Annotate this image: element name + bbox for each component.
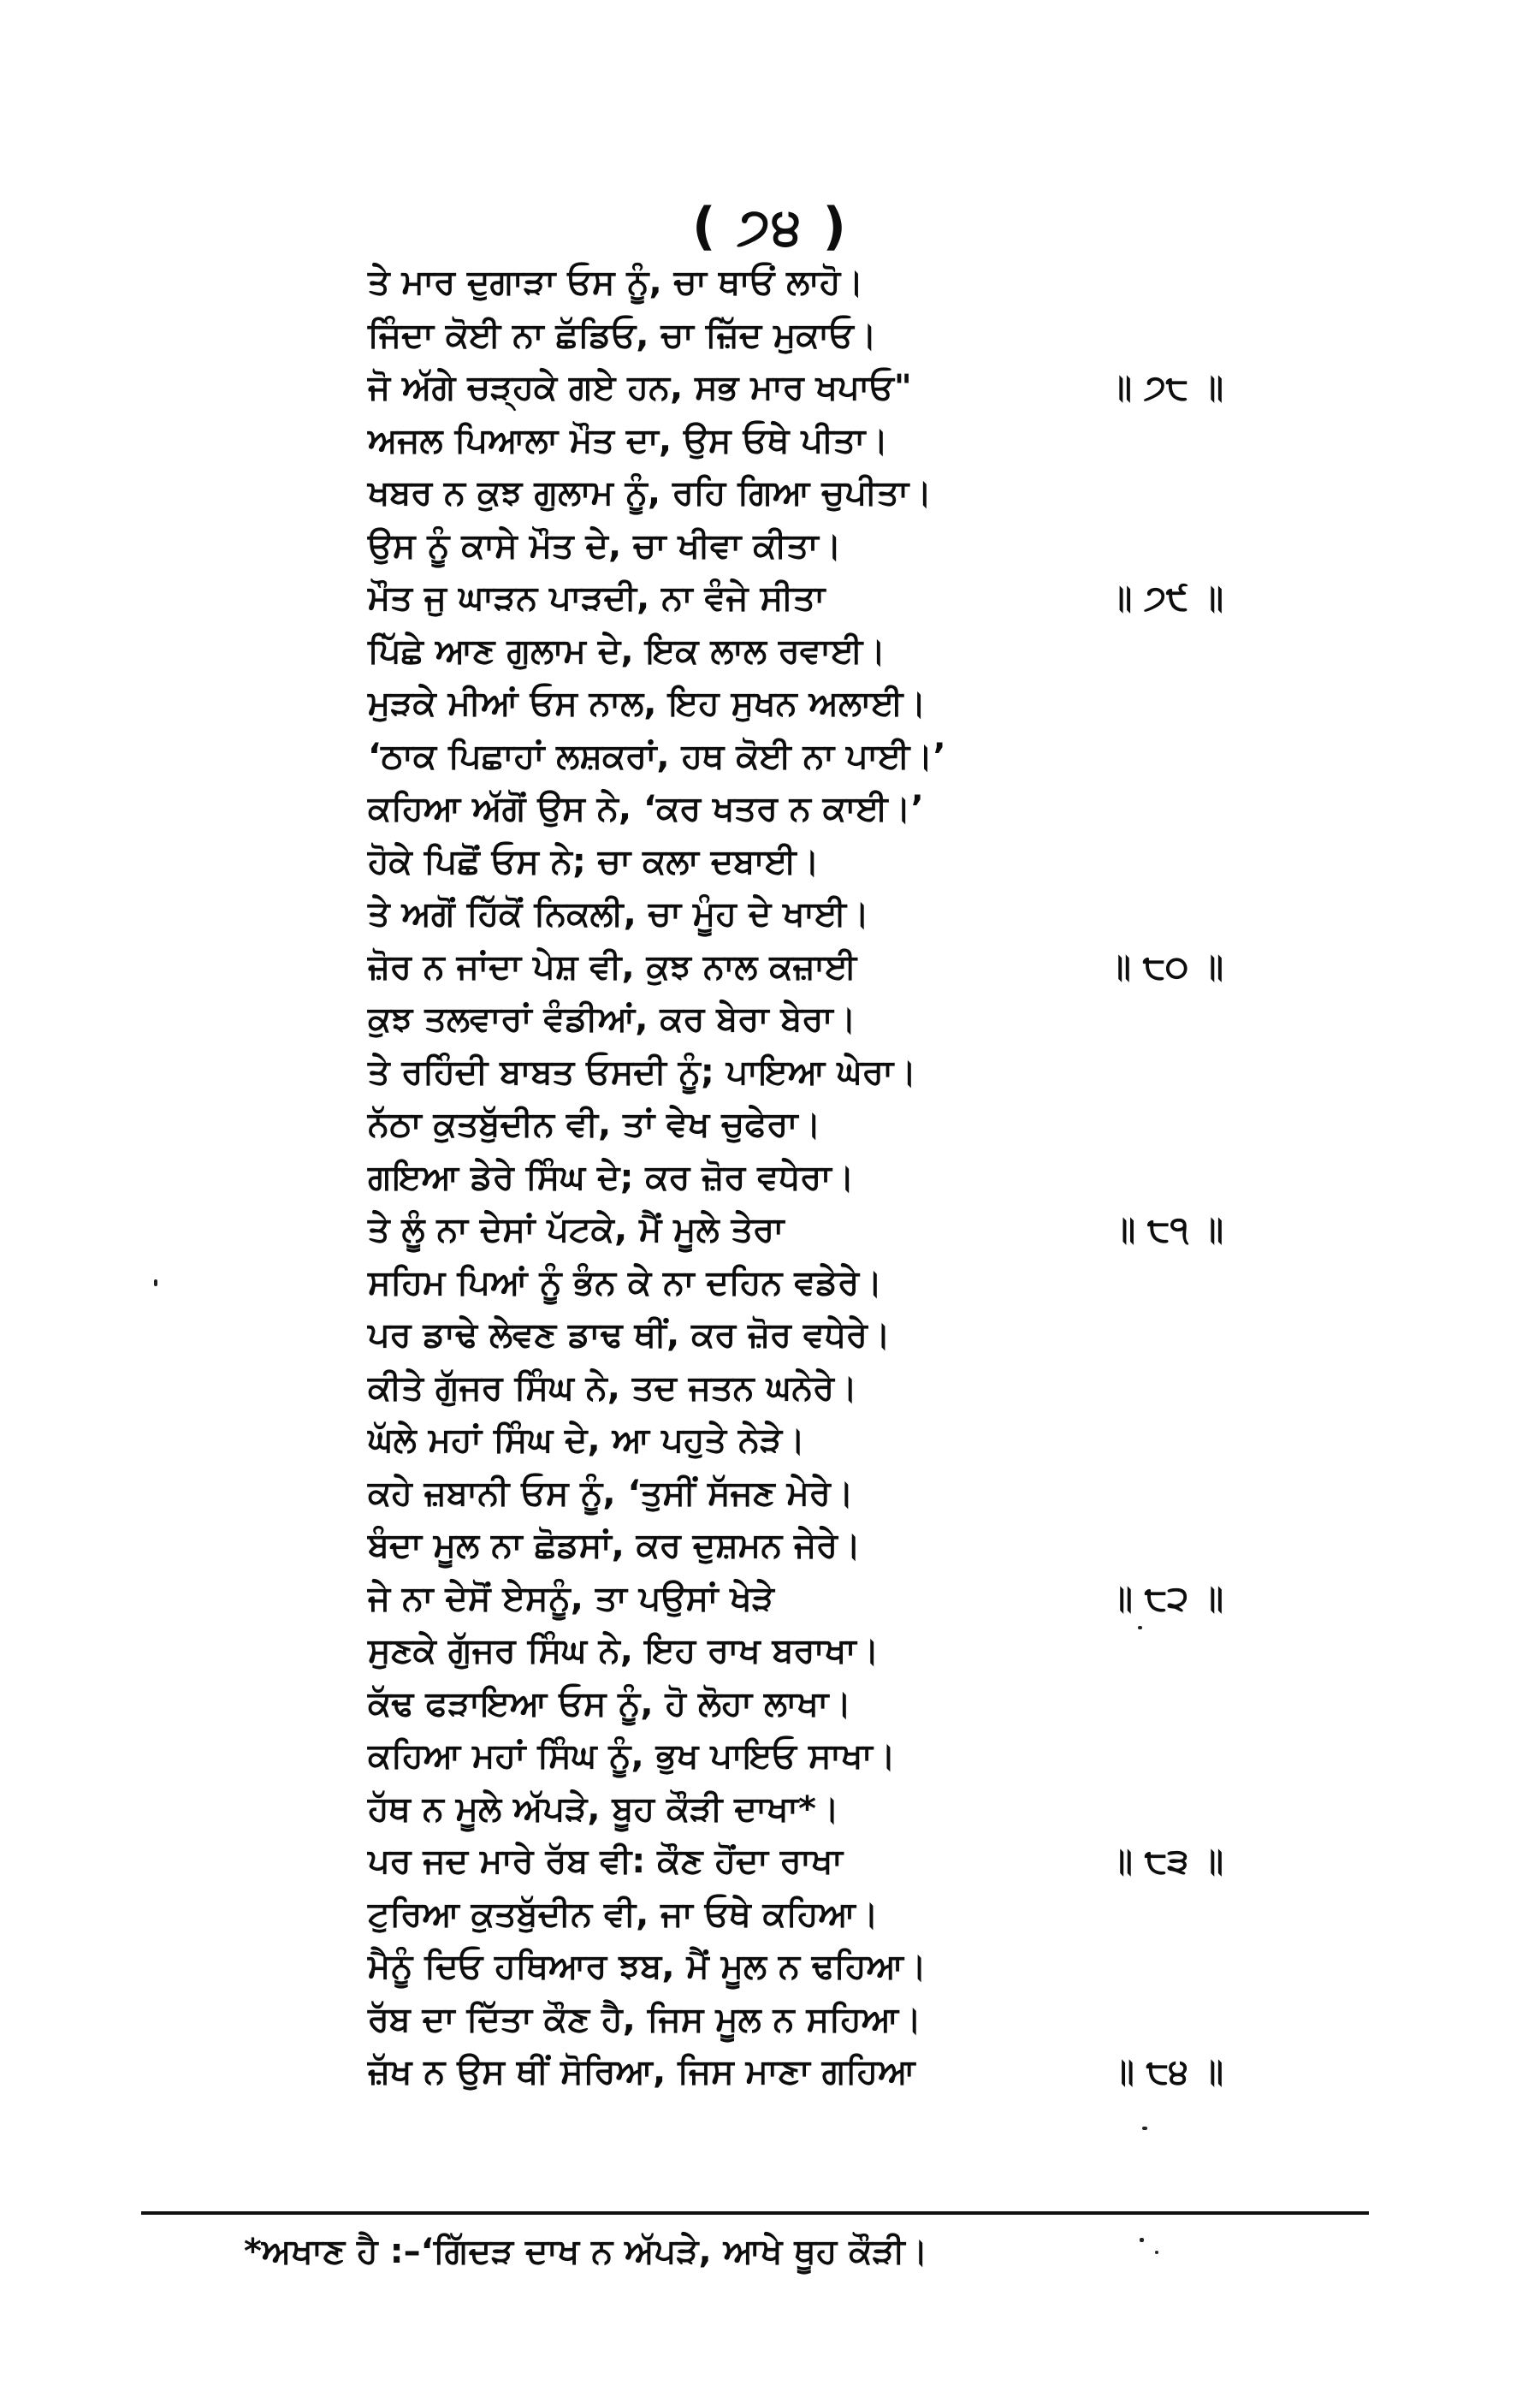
- verse-text: ਤੇ ਮਾਰ ਦੁਗਾੜਾ ਓਸ ਨੂੰ, ਚਾ ਥਾਓਂ ਲਾਹੋ।: [368, 263, 864, 302]
- verse-text: ਪਰ ਜਦ ਮਾਰੇ ਰੱਬ ਵੀ: ਕੌਣ ਹੋਂਦਾ ਰਾਖਾ: [368, 1842, 843, 1881]
- verse-text: ਸਹਿਮ ਪਿਆਂ ਨੂੰ ਭੰਨ ਕੇ ਨਾ ਦਹਿਨ ਵਡੇਰੇ।: [368, 1262, 883, 1302]
- verse-line: [368, 888, 1223, 941]
- verse-text: ਹੋਕੇ ਪਿਛੋਂ ਓਸ ਨੇ; ਚਾ ਕਲਾ ਦਬਾਈ।: [368, 841, 820, 881]
- verse-text: ਮੈਨੂੰ ਦਿਓ ਹਥਿਆਰ ਝਬ, ਮੈਂ ਮੂਲ ਨ ਢਹਿਆ।: [368, 1947, 927, 1986]
- verse-text: ਘੱਲੇ ਮਹਾਂ ਸਿੰਘ ਦੇ, ਆ ਪਹੁਤੇ ਨੇੜੇ।: [368, 1421, 806, 1460]
- footnote: *ਅਖਾਣ ਹੈ :–‘ਗਿੱਦੜ ਦਾਖ ਨ ਅੱਪੜੇ, ਆਖੇ ਥੂਹ ਕੌੜੀ।: [244, 2232, 928, 2271]
- verse-text: ਜ਼ੋਰ ਨ ਜਾਂਦਾ ਪੇਸ਼ ਵੀ, ਕੁਝ ਨਾਲ ਕਜ਼ਾਈ: [368, 946, 857, 987]
- verse-text: ਟੁਰਿਆ ਕੁਤਬੁੱਦੀਨ ਵੀ, ਜਾ ਓਥੇ ਕਹਿਆ।: [368, 1894, 879, 1934]
- verse-line: [368, 678, 1223, 731]
- verse-line: [368, 626, 1223, 679]
- verse-line: [368, 1836, 1223, 1889]
- verse-line: [368, 731, 1223, 784]
- verse-line: [368, 415, 1223, 468]
- verse-line: [368, 1415, 1223, 1468]
- verse-text: ਕੀਤੇ ਗੁੱਜਰ ਸਿੰਘ ਨੇ, ਤਦ ਜਤਨ ਘਨੇਰੇ।: [368, 1368, 858, 1408]
- verse-text: ਤੇ ਅਗੋਂ ਹਿੱਕੋਂ ਨਿਕਲੀ, ਚਾ ਮੂੰਹ ਦੇ ਖਾਈ।: [368, 894, 870, 934]
- verse-text: ਮੌਤ ਜੁ ਘਾੜਨ ਪਾੜਦੀ, ਨਾ ਵੰਜੇ ਸੀਤਾ: [368, 578, 826, 618]
- verse-line: [368, 467, 1223, 520]
- verse-line: [368, 1941, 1223, 1994]
- verse-line: [368, 1678, 1223, 1731]
- verse-line: [368, 1889, 1223, 1942]
- verse-text: ਗਇਆ ਡੇਰੇ ਸਿੰਘ ਦੇ; ਕਰ ਜ਼ੋਰ ਵਧੇਰਾ।: [368, 1157, 855, 1197]
- scan-speck: [1138, 1626, 1142, 1629]
- verse-line: [368, 1520, 1223, 1573]
- scan-speck: [154, 1279, 157, 1286]
- verse-text: ਕੱਢ ਫੜਾਇਆ ਓਸ ਨੂੰ, ਹੋ ਲੋਹਾ ਲਾਖਾ।: [368, 1683, 852, 1724]
- verse-text: ਕੁਝ ਤਲਵਾਰਾਂ ਵੰਡੀਆਂ, ਕਰ ਬੇਰਾ ਬੇਰਾ।: [368, 1000, 856, 1039]
- verse-line: [368, 1152, 1223, 1205]
- verse-text: ਤੇ ਲੂੰ ਨਾ ਦੇਸਾਂ ਪੱਟਕੇ, ਮੈਂ ਮੂਲੇ ਤੇਰਾ: [368, 1210, 785, 1249]
- verse-block: [368, 257, 1223, 2099]
- verse-text: ਮੁੜਕੇ ਮੀਆਂ ਓਸ ਨਾਲ, ਇਹ ਸੁਖਨ ਅਲਾਈ।: [368, 684, 927, 723]
- verse-text: ਕਹੇ ਜ਼ਬਾਨੀ ਓਸ ਨੂੰ, ‘ਤੁਸੀਂ ਸੱਜਣ ਮੇਰੇ।: [368, 1473, 854, 1513]
- verse-line: [368, 2046, 1223, 2099]
- verse-line: [368, 783, 1223, 836]
- verse-text: ਜ਼ੱਖ ਨ ਉਸ ਥੀਂ ਸੋਰਿਆ, ਜਿਸ ਮਾਣਾ ਗਹਿਆ: [368, 2052, 915, 2092]
- verse-line: [368, 310, 1223, 363]
- verse-text: ਪਰ ਡਾਢੇ ਲੇਵਣ ਡਾਢ ਥੀਂ, ਕਰ ਜ਼ੋਰ ਵਧੇਰੇ।: [368, 1315, 891, 1355]
- scan-speck: [1155, 2251, 1158, 2254]
- verse-number: ॥ ੮੧ ॥: [1112, 1210, 1223, 1249]
- verse-number: ॥ ੮੦ ॥: [1107, 946, 1223, 987]
- verse-line: [368, 1309, 1223, 1362]
- verse-text: ਕਹਿਆ ਅੱਗੋਂ ਉਸ ਨੇ, ‘ਕਰ ਖਤਰ ਨ ਕਾਈ।’: [368, 789, 924, 828]
- verse-line: [368, 1573, 1223, 1626]
- verse-text: ‘ਠਾਕ ਪਿਛਾਹਾਂ ਲਸ਼ਕਰਾਂ, ਹਥ ਕੋਈ ਨਾ ਪਾਈ।’: [368, 736, 946, 776]
- verse-line: [368, 1994, 1223, 2047]
- verse-text: ਜੇ ਨਾ ਦੇਸੋਂ ਏਸਨੂੰ, ਤਾ ਪਉਸਾਂ ਖੇੜੇ: [368, 1578, 774, 1618]
- verse-line: [368, 1625, 1223, 1678]
- verse-text: ਅਜਲ ਪਿਆਲਾ ਮੌਤ ਦਾ, ਉਸ ਓਥੇ ਪੀਤਾ।: [368, 420, 889, 460]
- verse-number: ॥ ੮੪ ॥: [1111, 2052, 1223, 2092]
- verse-text: ਖਬਰ ਨ ਕੁਝ ਗੁਲਾਮ ਨੂੰ, ਰਹਿ ਗਿਆ ਚੁਪੀਤਾ।: [368, 473, 933, 513]
- verse-line: [368, 362, 1223, 415]
- verse-line: [368, 1204, 1223, 1257]
- verse-text: ਜਿੰਦਾ ਕੋਈ ਨਾ ਛੱਡਿਓ, ਚਾ ਜ਼ਿੱਦ ਮੁਕਾਓ।: [368, 315, 877, 355]
- verse-line: [368, 836, 1223, 889]
- verse-number: ॥ ੭੯ ॥: [1109, 578, 1223, 618]
- verse-line: [368, 1783, 1223, 1836]
- verse-line: [368, 994, 1223, 1047]
- verse-line: [368, 1362, 1223, 1415]
- verse-line: [368, 573, 1223, 626]
- verse-text: ਪਿੱਛੇ ਆਣ ਗੁਲਾਮ ਦੇ, ਇਕ ਲਾਲ ਰਵਾਈ।: [368, 631, 886, 671]
- verse-text: ਹੱਥ ਨ ਮੂਲੇ ਅੱਪੜੇ, ਬੂਹ ਕੌੜੀ ਦਾਖਾ*।: [368, 1789, 839, 1829]
- verse-number: ॥ ੮੩ ॥: [1109, 1842, 1223, 1881]
- verse-line: [368, 1099, 1223, 1152]
- verse-text: ਰੱਬ ਦਾ ਦਿੱਤਾ ਕੌਣ ਹੈ, ਜਿਸ ਮੂਲ ਨ ਸਹਿਆ।: [368, 1999, 922, 2039]
- verse-text: ਜੋ ਅੱਗੇ ਚੜ੍ਹਕੇ ਗਏ ਹਨ, ਸਭ ਮਾਰ ਖਪਾਓ": [368, 368, 912, 407]
- verse-line: [368, 1468, 1223, 1521]
- page-number: ( ੭੪ ): [692, 197, 848, 257]
- verse-number: ॥ ੭੮ ॥: [1108, 368, 1223, 407]
- verse-line: [368, 941, 1223, 994]
- footnote-divider: [141, 2211, 1369, 2215]
- verse-text: ਨੱਠਾ ਕੁਤਬੁੱਦੀਨ ਵੀ, ਤਾਂ ਵੇਖ ਚੁਫੇਰਾ।: [368, 1105, 821, 1144]
- verse-line: [368, 1257, 1223, 1310]
- verse-text: ਉਸ ਨੂੰ ਕਾਸੇ ਮੌਤ ਦੇ, ਚਾ ਖੀਵਾ ਕੀਤਾ।: [368, 525, 842, 566]
- verse-line: [368, 257, 1223, 310]
- verse-text: ਬੰਦਾ ਮੂਲ ਨਾ ਛੋਡਸਾਂ, ਕਰ ਦੁਸ਼ਮਨ ਜੇਰੇ।: [368, 1526, 862, 1565]
- verse-text: ਤੇ ਰਹਿੰਦੀ ਬਾਬਤ ਓਸਦੀ ਨੂੰ; ਪਾਇਆ ਘੇਰਾ।: [368, 1052, 917, 1092]
- verse-number: ॥ ੮੨ ॥: [1109, 1578, 1223, 1618]
- verse-line: [368, 520, 1223, 573]
- verse-line: [368, 1730, 1223, 1783]
- scan-speck: [1140, 2238, 1144, 2242]
- scan-speck: [1142, 2127, 1147, 2130]
- verse-text: ਸੁਣਕੇ ਗੁੱਜਰ ਸਿੰਘ ਨੇ, ਇਹ ਰਾਖ ਬਰਾਖਾ।: [368, 1631, 880, 1670]
- verse-text: ਕਹਿਆ ਮਹਾਂ ਸਿੰਘ ਨੂੰ, ਭੁਖ ਪਾਇਓ ਸਾਖਾ।: [368, 1736, 896, 1776]
- verse-line: [368, 1047, 1223, 1100]
